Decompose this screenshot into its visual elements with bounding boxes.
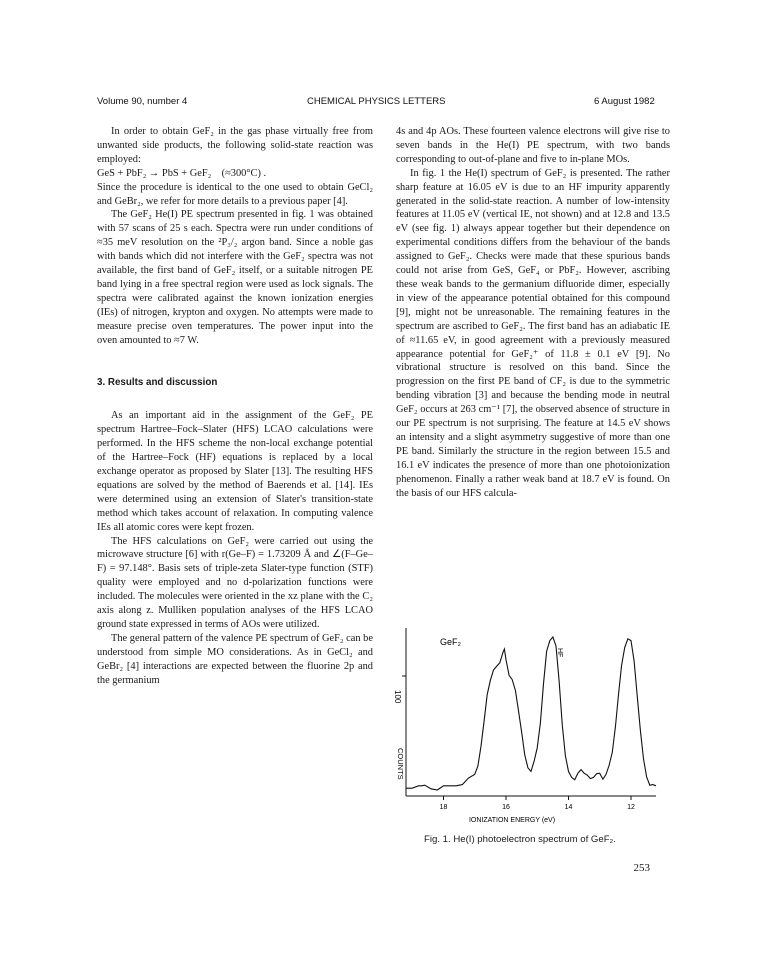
figure-caption: Fig. 1. He(I) photoelectron spectrum of GeF₂. [424,834,616,845]
x-tick-label: 12 [627,804,635,811]
paragraph: The HFS calculations on GeF₂ were carried out using the microwave structure [6] with r(Ge–F) = 1.73209 Å and ∠(F–Ge–F) = 97.148°. Basis sets of triple-zeta Slater-type function (STF) quality were employed and no d-polarization functions were included. The molecules were oriented in the xz plane with the C₂ axis along z. Mulliken population analyses of the HFS LCAO ground state expressed in terms of AOs were utilized. [97,535,373,630]
x-tick-label: 16 [502,804,510,811]
section-heading: 3. Results and discussion [97,376,218,388]
spacer [97,348,373,376]
y-axis-label: COUNTS [396,748,405,780]
paragraph: As an important aid in the assignment of the GeF₂ PE spectrum Hartree–Fock–Slater (HFS) LCAO calculations were performed. In the HFS scheme the non-local exchange potential of the Hartree–Fock (HF) equations is replaced by a local exchange operator as proposed by Slater [13]. The resulting HFS equations are solved by the method of Baerends et al. [14]. IEs were determined using an extension of Slater's transition-state method which takes account of relaxation. In computing valence IEs all atomic cores were kept frozen. [97,410,373,533]
x-axis-label: IONIZATION ENERGY (eV) [468,817,556,824]
journal-name: CHEMICAL PHYSICS LETTERS [307,96,446,107]
paragraph: In fig. 1 the He(I) spectrum of GeF₂ is presented. The rather sharp feature at 16.05 eV is due to an HF impurity apparently generated in the solid-state reaction. A number of low-intensity features at 11.05 eV (vertical IE, not shown) and at 12.8 and 13.5 eV (see fig. 1) always appear together but their dependence on experimental conditions differs from the behaviour of the bands assigned to GeF₂. Checks were made that these spurious bands could not arise from GeS, GeF₄ or PbF₂. However, ascribing these weak bands to the germanium difluoride dimer, especially in view of the appearance potential obtained for this compound [9], might not be unreasonable. The remaining features in the spectrum are ascribed to GeF₂. The first band has an adiabatic IE of ≈11.65 eV, in good agreement with a previously measured appearance potential for GeF₂⁺ of 11.8 ± 0.1 eV [9]. No vibrational structure is resolved on this band. Since the progression on the first PE band of CF₂ is due to the symmetric bending vibration [3] and because the bending mode in neutral GeF₂ occurs at 263 cm⁻¹ [7], the observed absence of structure in our PE spectrum is not surprising. The feature at 14.5 eV shows an intensity and a slight asymmetry suggestive of more than one PE band. Similarly the structure in the region between 15.5 and 16.1 eV indicates the presence of more than one photoionization phenomenon. Finally a rather weak band at 18.7 eV is found. On the basis of our HFS calcula- [396,167,670,499]
reaction-equation: GeS + PbF₂ → PbS + GeF₂ (≈300°C) . [97,167,267,179]
spectrum-chart [372,610,672,830]
right-column [396,125,670,500]
hf-label: HF [556,648,563,658]
paragraph: The general pattern of the valence PE spectrum of GeF₂ can be understood from simple MO considerations. As in GeCl₂ and GeBr₂ [4] interactions are expected between the fluorine 2p and the germanium [97,632,373,686]
paragraph: Since the procedure is identical to the one used to obtain GeCl₂ and GeBr₂, we refer for more details to a previous paper [4]. [97,181,373,207]
issue-date: 6 August 1982 [594,96,655,107]
volume-info: Volume 90, number 4 [97,96,188,107]
chart-marks [406,635,656,790]
paragraph: The GeF₂ He(I) PE spectrum presented in fig. 1 was obtained with 57 scans of 25 s each. Spectra were run under conditions of ≈35 meV resolution on the ²P₃/₂ argon band. Since a noble gas with bands which did not interfere with the GeF₂ spectra was not available, the first band of GeF₂ itself, or a suitable nitrogen PE band lying in a free spectral region were used as lock signals. The spectra were calibrated against the known ionization energies (IEs) of nitrogen, krypton and oxygen. No attempts were made to measure precise oven temperatures. The power input into the oven amounted to ≈7 W. [97,209,373,346]
x-tick-label: 18 [439,804,448,811]
page-number: 253 [633,862,650,874]
chart-axes [402,628,656,811]
left-column [97,125,373,688]
paragraph: In order to obtain GeF₂ in the gas phase virtually free from unwanted side products, the following solid-state reaction was employed: [97,126,373,165]
spectrum-line [406,637,656,790]
spacer [97,389,373,409]
x-tick-label: 14 [564,804,573,811]
y-tick-label: 100 [393,690,402,704]
paragraph: 4s and 4p AOs. These fourteen valence electrons will give rise to seven bands in the He(I) PE spectrum, with two bands corresponding to out-of-plane and five to in-plane MOs. [396,126,670,165]
series-label: GeF₂ [440,637,461,647]
